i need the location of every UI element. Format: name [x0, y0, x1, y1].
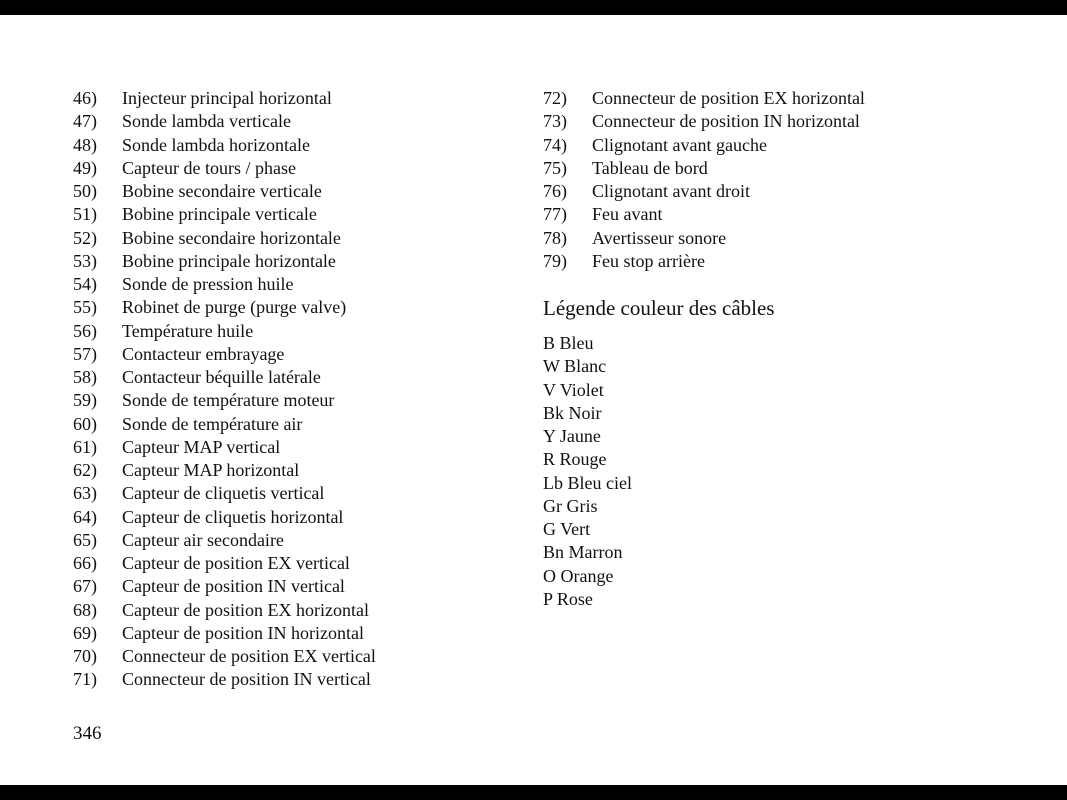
item-label: Connecteur de position EX vertical — [122, 646, 376, 666]
item-label: Capteur de position IN horizontal — [122, 622, 364, 643]
list-item — [73, 413, 513, 436]
list-item — [543, 157, 983, 180]
item-label: Contacteur embrayage — [122, 343, 285, 364]
item-label: Tableau de bord — [592, 157, 708, 178]
color-legend-item: Gr Gris — [543, 495, 598, 516]
item-label: Sonde de température moteur — [122, 390, 335, 411]
item-label: Capteur de position IN vertical — [122, 576, 345, 597]
list-item — [73, 203, 513, 226]
item-label: Connecteur de position EX horizontal — [592, 88, 865, 108]
list-item — [73, 87, 513, 110]
list-item — [73, 343, 513, 366]
item-number: 64) — [73, 506, 97, 527]
list-item — [73, 273, 513, 296]
list-item — [73, 482, 513, 505]
item-label: Bobine secondaire horizontale — [122, 227, 341, 248]
item-number: 54) — [73, 274, 97, 294]
item-label: Capteur de tours / phase — [122, 157, 296, 178]
item-number: 71) — [73, 669, 97, 690]
item-number: 69) — [73, 622, 97, 643]
item-number: 62) — [73, 460, 97, 480]
item-number: 48) — [73, 134, 97, 155]
list-item — [543, 87, 983, 110]
item-label: Connecteur de position IN horizontal — [592, 111, 860, 132]
item-number: 56) — [73, 320, 97, 341]
item-number: 57) — [73, 343, 97, 364]
color-legend-item: V Violet — [543, 379, 604, 400]
component-list-left — [73, 87, 513, 692]
item-number: 52) — [73, 227, 97, 248]
page-number: 346 — [73, 723, 102, 744]
item-label: Capteur air secondaire — [122, 529, 284, 550]
item-number: 46) — [73, 88, 97, 108]
item-number: 50) — [73, 181, 97, 201]
item-label: Bobine principale verticale — [122, 204, 317, 225]
color-legend-item: Bk Noir — [543, 402, 602, 423]
list-item — [73, 296, 513, 319]
list-item — [73, 436, 513, 459]
list-item — [73, 552, 513, 575]
item-number: 60) — [73, 413, 97, 434]
list-item — [543, 180, 983, 203]
color-legend-item: Y Jaune — [543, 426, 601, 446]
item-label: Capteur MAP vertical — [122, 436, 281, 457]
item-label: Capteur de position EX horizontal — [122, 599, 369, 620]
list-item — [73, 250, 513, 273]
list-item — [73, 459, 513, 482]
item-number: 77) — [543, 204, 567, 225]
list-item — [73, 389, 513, 412]
list-item — [73, 320, 513, 343]
item-number: 73) — [543, 111, 567, 132]
item-label: Connecteur de position IN vertical — [122, 669, 371, 690]
item-number: 51) — [73, 204, 97, 225]
item-number: 79) — [543, 250, 567, 271]
bottom-border — [0, 785, 1067, 800]
item-number: 53) — [73, 250, 97, 271]
item-number: 76) — [543, 181, 567, 201]
item-number: 72) — [543, 88, 567, 108]
color-legend-item: Bn Marron — [543, 542, 623, 563]
item-label: Feu stop arrière — [592, 250, 705, 271]
legend-title: Légende couleur des câbles — [543, 296, 775, 320]
color-legend-item: W Blanc — [543, 356, 607, 377]
item-label: Sonde lambda verticale — [122, 111, 291, 132]
list-item — [73, 599, 513, 622]
list-item — [73, 506, 513, 529]
item-number: 74) — [543, 134, 567, 155]
list-item — [543, 250, 983, 273]
item-number: 78) — [543, 227, 567, 248]
item-label: Sonde de température air — [122, 413, 303, 434]
list-item — [73, 622, 513, 645]
list-item — [73, 157, 513, 180]
item-number: 49) — [73, 157, 97, 178]
item-label: Clignotant avant droit — [592, 181, 750, 201]
item-number: 47) — [73, 111, 97, 132]
item-number: 65) — [73, 529, 97, 550]
item-label: Capteur MAP horizontal — [122, 460, 300, 480]
item-label: Température huile — [122, 320, 254, 341]
list-item — [543, 227, 983, 250]
color-legend-item: G Vert — [543, 519, 591, 539]
list-item — [543, 134, 983, 157]
list-item — [73, 529, 513, 552]
list-item — [543, 110, 983, 133]
item-label: Capteur de cliquetis vertical — [122, 483, 325, 504]
item-number: 59) — [73, 390, 97, 411]
component-list-right — [543, 87, 983, 273]
list-item — [73, 366, 513, 389]
color-legend-item: O Orange — [543, 565, 614, 586]
color-legend-item: B Bleu — [543, 333, 594, 353]
list-item — [73, 668, 513, 691]
item-number: 58) — [73, 367, 97, 387]
top-border — [0, 0, 1067, 15]
item-label: Feu avant — [592, 204, 663, 225]
item-label: Clignotant avant gauche — [592, 134, 767, 155]
color-legend-item: R Rouge — [543, 449, 607, 470]
item-number: 63) — [73, 483, 97, 504]
list-item — [73, 110, 513, 133]
item-label: Capteur de cliquetis horizontal — [122, 506, 344, 527]
item-label: Sonde lambda horizontale — [122, 134, 310, 155]
list-item — [73, 227, 513, 250]
item-label: Bobine principale horizontale — [122, 250, 336, 271]
list-item — [73, 645, 513, 668]
item-number: 67) — [73, 576, 97, 597]
list-item — [73, 180, 513, 203]
list-item — [73, 134, 513, 157]
item-label: Bobine secondaire verticale — [122, 181, 322, 201]
item-label: Injecteur principal horizontal — [122, 88, 332, 108]
item-label: Contacteur béquille latérale — [122, 367, 321, 387]
item-number: 70) — [73, 646, 97, 666]
item-number: 55) — [73, 297, 97, 318]
item-label: Avertisseur sonore — [592, 227, 727, 248]
wire-color-legend — [543, 332, 632, 611]
list-item — [543, 203, 983, 226]
item-label: Capteur de position EX vertical — [122, 553, 350, 573]
color-legend-item: Lb Bleu ciel — [543, 472, 632, 493]
item-number: 61) — [73, 436, 97, 457]
color-legend-item: P Rose — [543, 588, 593, 609]
item-number: 75) — [543, 157, 567, 178]
item-number: 66) — [73, 553, 97, 573]
item-number: 68) — [73, 599, 97, 620]
list-item — [73, 575, 513, 598]
item-label: Robinet de purge (purge valve) — [122, 297, 347, 318]
item-label: Sonde de pression huile — [122, 274, 294, 294]
